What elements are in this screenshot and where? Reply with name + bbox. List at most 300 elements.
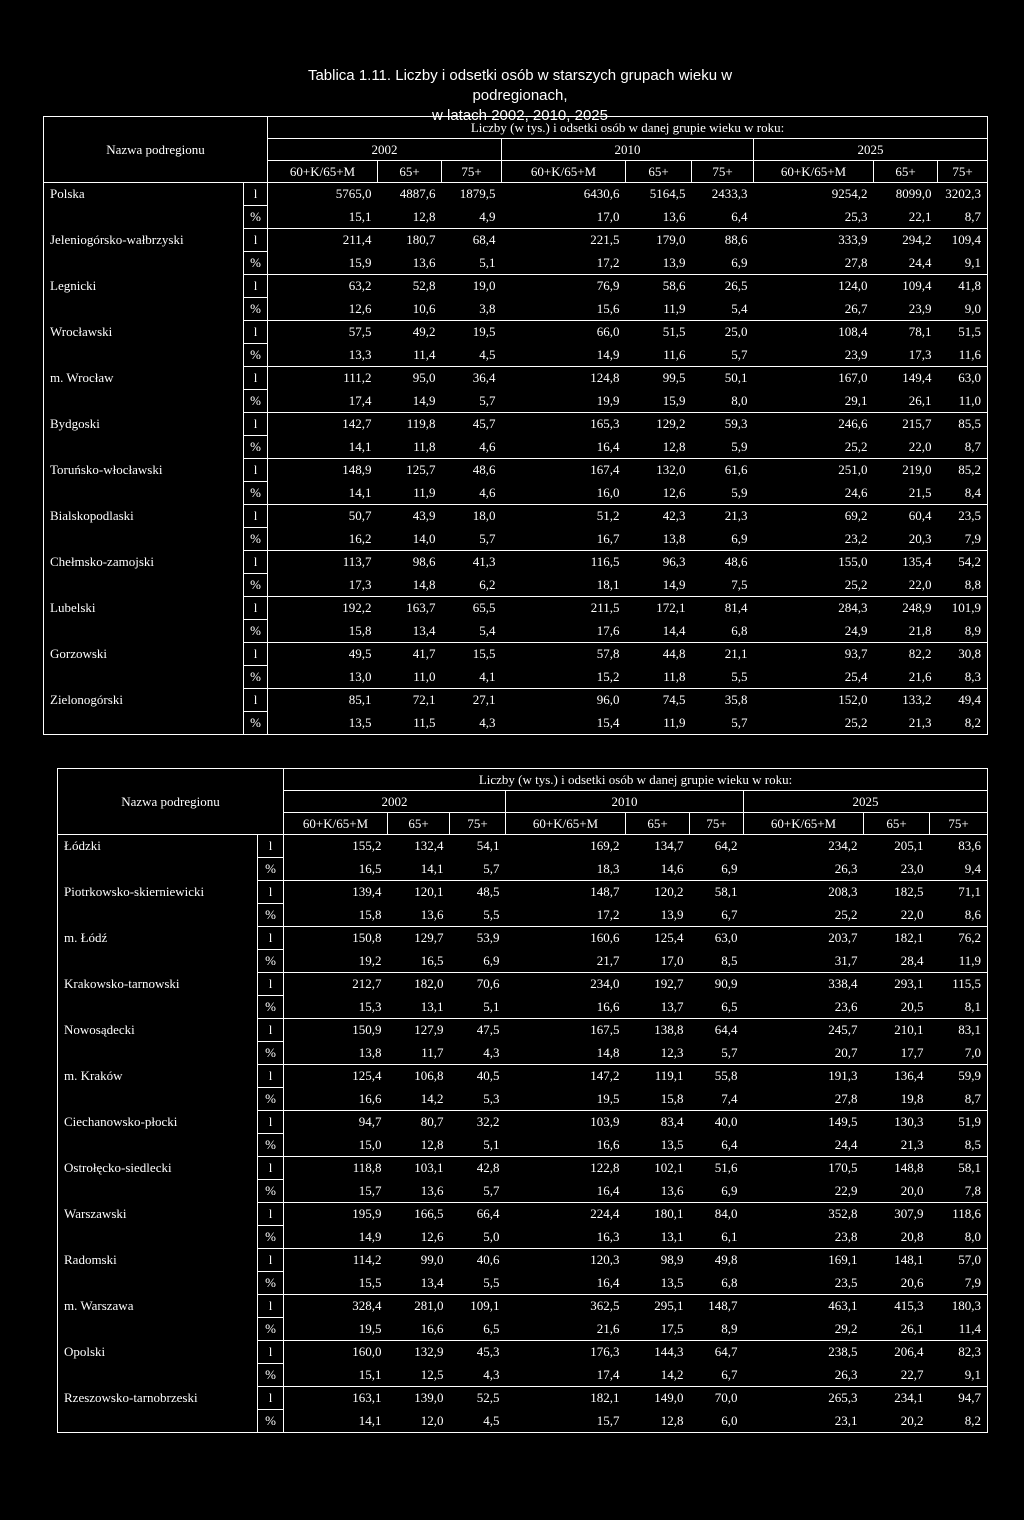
region-name: Radomski	[58, 1249, 258, 1295]
percent-cell: 23,5	[744, 1272, 864, 1295]
table-header	[58, 769, 988, 835]
percent-cell: 5,7	[442, 390, 502, 413]
value-cell: 129,7	[414, 930, 444, 946]
value-cell: 44,8	[662, 646, 686, 662]
value-cell: 179,0	[656, 232, 686, 248]
percent-cell: 13,1	[626, 1226, 690, 1249]
unit-label-pct: %	[244, 620, 268, 643]
percent-cell: 20,7	[744, 1042, 864, 1065]
subcolumn-header: 75+	[930, 813, 988, 835]
value-cell: 85,1	[348, 692, 372, 708]
value-cell: 101,9	[938, 597, 988, 620]
value-cell: 150,9	[352, 1022, 382, 1038]
table-row	[58, 1203, 988, 1226]
value-cell: 99,5	[662, 370, 686, 386]
percent-cell: 4,1	[442, 666, 502, 689]
value-cell: 76,2	[930, 927, 988, 950]
value-cell: 49,4	[938, 689, 988, 712]
value-cell: 142,7	[342, 416, 372, 432]
unit-label-pct: %	[244, 298, 268, 321]
percent-cell: 16,7	[502, 528, 626, 551]
value-cell: 66,0	[596, 324, 620, 340]
subcolumn-header: 75+	[692, 161, 754, 183]
percent-cell: 11,6	[626, 344, 692, 367]
value-cell: 74,5	[662, 692, 686, 708]
percent-cell: 8,0	[930, 1226, 988, 1249]
column-header-name: Nazwa podregionu	[44, 117, 268, 183]
percent-cell: 23,1	[744, 1410, 864, 1433]
percent-cell: 6,0	[690, 1410, 744, 1433]
value-cell: 208,3	[828, 884, 858, 900]
region-name: m. Wrocław	[44, 367, 244, 413]
value-cell: 182,0	[414, 976, 444, 992]
percent-cell: 5,7	[450, 858, 506, 881]
value-cell: 134,7	[626, 835, 690, 858]
percent-cell: 5,4	[692, 298, 754, 321]
percent-cell: 14,6	[626, 858, 690, 881]
table-row	[58, 1065, 988, 1088]
percent-cell: 11,6	[938, 344, 988, 367]
percent-cell: 5,0	[450, 1226, 506, 1249]
percent-cell: 15,9	[626, 390, 692, 413]
value-cell: 103,1	[414, 1160, 444, 1176]
value-cell: 57,0	[930, 1249, 988, 1272]
value-cell: 132,0	[656, 462, 686, 478]
percent-cell: 6,7	[690, 904, 744, 927]
value-cell: 85,5	[938, 413, 988, 436]
unit-label-abs: l	[258, 1341, 284, 1364]
value-cell: 167,0	[838, 370, 868, 386]
percent-cell: 9,1	[938, 252, 988, 275]
percent-cell: 17,2	[502, 252, 626, 275]
percent-cell: 4,3	[442, 712, 502, 735]
value-cell: 172,1	[656, 600, 686, 616]
percent-cell: 23,9	[754, 344, 874, 367]
unit-label-pct: %	[244, 528, 268, 551]
value-cell: 51,5	[938, 321, 988, 344]
value-cell: 125,7	[406, 462, 436, 478]
percent-cell: 27,8	[744, 1088, 864, 1111]
percent-cell: 5,1	[450, 1134, 506, 1157]
percent-cell: 12,0	[388, 1410, 450, 1433]
percent-cell: 9,0	[938, 298, 988, 321]
unit-label-pct: %	[258, 996, 284, 1019]
percent-cell: 21,6	[506, 1318, 626, 1341]
value-cell: 167,5	[590, 1022, 620, 1038]
value-cell: 148,8	[894, 1160, 924, 1176]
percent-cell: 11,9	[626, 712, 692, 735]
percent-cell: 8,8	[938, 574, 988, 597]
unit-label-pct: %	[244, 252, 268, 275]
table-row	[44, 413, 988, 436]
subcolumn-header: 65+	[378, 161, 442, 183]
region-name: Bydgoski	[44, 413, 244, 459]
value-cell: 84,0	[714, 1206, 738, 1222]
percent-cell: 15,2	[502, 666, 626, 689]
percent-cell: 8,4	[938, 482, 988, 505]
value-cell: 111,2	[343, 370, 372, 386]
unit-label-abs: l	[244, 275, 268, 298]
percent-cell: 12,8	[388, 1134, 450, 1157]
percent-cell: 11,9	[378, 482, 442, 505]
percent-cell: 25,2	[754, 712, 874, 735]
percent-cell: 20,2	[864, 1410, 930, 1433]
percent-cell: 6,9	[692, 528, 754, 551]
data-table-1	[43, 116, 988, 735]
percent-cell: 16,6	[506, 996, 626, 1019]
value-cell: 26,5	[724, 278, 748, 294]
unit-label-abs: l	[258, 1157, 284, 1180]
percent-cell: 3,8	[442, 298, 502, 321]
value-cell: 40,0	[714, 1114, 738, 1130]
value-cell: 25,0	[724, 324, 748, 340]
value-cell: 4887,6	[378, 183, 442, 206]
unit-label-abs: l	[258, 1065, 284, 1088]
percent-cell: 17,7	[864, 1042, 930, 1065]
unit-label-pct: %	[258, 1042, 284, 1065]
subcolumn-header: 75+	[938, 161, 988, 183]
value-cell: 195,9	[352, 1206, 382, 1222]
percent-cell: 15,1	[284, 1364, 388, 1387]
value-cell: 150,8	[352, 930, 382, 946]
value-cell: 5164,5	[626, 183, 692, 206]
table-row	[58, 1019, 988, 1042]
percent-cell: 15,3	[284, 996, 388, 1019]
percent-cell: 14,9	[284, 1226, 388, 1249]
unit-label-abs: l	[244, 689, 268, 712]
percent-cell: 14,4	[626, 620, 692, 643]
value-cell: 167,4	[590, 462, 620, 478]
percent-cell: 27,8	[754, 252, 874, 275]
percent-cell: 11,4	[930, 1318, 988, 1341]
subcolumn-header: 65+	[864, 813, 930, 835]
year-header-2002: 2002	[268, 139, 502, 161]
column-header-name: Nazwa podregionu	[58, 769, 284, 835]
unit-label-pct: %	[244, 436, 268, 459]
subcolumn-header: 60+K/65+M	[506, 813, 626, 835]
percent-cell: 13,8	[284, 1042, 388, 1065]
percent-cell: 18,3	[506, 858, 626, 881]
value-cell: 42,3	[662, 508, 686, 524]
value-cell: 51,2	[596, 508, 620, 524]
value-cell: 94,7	[358, 1114, 382, 1130]
value-cell: 103,9	[590, 1114, 620, 1130]
unit-label-pct: %	[258, 1226, 284, 1249]
percent-cell: 4,6	[442, 436, 502, 459]
percent-cell: 15,6	[502, 298, 626, 321]
subcolumn-header: 65+	[874, 161, 938, 183]
value-cell: 192,7	[654, 976, 684, 992]
subcolumn-header: 65+	[626, 161, 692, 183]
value-cell: 166,5	[414, 1206, 444, 1222]
value-cell: 83,1	[930, 1019, 988, 1042]
percent-cell: 23,6	[744, 996, 864, 1019]
value-cell: 52,5	[476, 1390, 500, 1406]
percent-cell: 22,7	[864, 1364, 930, 1387]
value-cell: 295,1	[654, 1298, 684, 1314]
value-cell: 149,5	[828, 1114, 858, 1130]
value-cell: 352,8	[828, 1206, 858, 1222]
percent-cell: 21,3	[864, 1134, 930, 1157]
percent-cell: 11,8	[378, 436, 442, 459]
percent-cell: 5,7	[692, 712, 754, 735]
table-row	[58, 1111, 988, 1134]
percent-cell: 24,9	[754, 620, 874, 643]
value-cell: 40,5	[476, 1068, 500, 1084]
percent-cell: 7,9	[938, 528, 988, 551]
unit-label-abs: l	[258, 1249, 284, 1272]
value-cell: 234,1	[894, 1390, 924, 1406]
percent-cell: 8,7	[938, 436, 988, 459]
value-cell: 118,6	[930, 1203, 988, 1226]
unit-label-pct: %	[244, 390, 268, 413]
value-cell: 246,6	[838, 416, 868, 432]
region-name: Wrocławski	[44, 321, 244, 367]
percent-cell: 4,9	[442, 206, 502, 229]
unit-label-pct: %	[244, 206, 268, 229]
value-cell: 52,8	[412, 278, 436, 294]
value-cell: 135,4	[902, 554, 932, 570]
percent-cell: 14,1	[268, 436, 378, 459]
value-cell: 49,5	[348, 646, 372, 662]
percent-cell: 6,9	[450, 950, 506, 973]
value-cell: 51,6	[714, 1160, 738, 1176]
percent-cell: 8,5	[690, 950, 744, 973]
percent-cell: 22,1	[874, 206, 938, 229]
percent-cell: 24,6	[754, 482, 874, 505]
value-cell: 284,3	[838, 600, 868, 616]
percent-cell: 26,7	[754, 298, 874, 321]
value-cell: 36,4	[472, 370, 496, 386]
percent-cell: 13,6	[626, 206, 692, 229]
percent-cell: 13,9	[626, 904, 690, 927]
unit-label-abs: l	[258, 973, 284, 996]
region-name: Polska	[44, 183, 244, 229]
percent-cell: 16,3	[506, 1226, 626, 1249]
percent-cell: 7,8	[930, 1180, 988, 1203]
value-cell: 169,2	[506, 835, 626, 858]
percent-cell: 24,4	[744, 1134, 864, 1157]
value-cell: 169,1	[828, 1252, 858, 1268]
percent-cell: 22,9	[744, 1180, 864, 1203]
percent-cell: 17,0	[626, 950, 690, 973]
percent-cell: 6,9	[690, 858, 744, 881]
value-cell: 176,3	[590, 1344, 620, 1360]
percent-cell: 8,9	[690, 1318, 744, 1341]
value-cell: 328,4	[352, 1298, 382, 1314]
percent-cell: 6,9	[692, 252, 754, 275]
value-cell: 203,7	[828, 930, 858, 946]
percent-cell: 17,4	[268, 390, 378, 413]
percent-cell: 20,5	[864, 996, 930, 1019]
percent-cell: 24,4	[874, 252, 938, 275]
unit-label-abs: l	[258, 1387, 284, 1410]
value-cell: 49,2	[412, 324, 436, 340]
unit-label-pct: %	[244, 666, 268, 689]
value-cell: 144,3	[654, 1344, 684, 1360]
unit-label-abs: l	[258, 1019, 284, 1042]
value-cell: 96,3	[662, 554, 686, 570]
region-name: Ciechanowsko-płocki	[58, 1111, 258, 1157]
value-cell: 71,1	[930, 881, 988, 904]
percent-cell: 12,6	[268, 298, 378, 321]
value-cell: 48,6	[724, 554, 748, 570]
percent-cell: 12,6	[626, 482, 692, 505]
value-cell: 224,4	[590, 1206, 620, 1222]
value-cell: 82,2	[908, 646, 932, 662]
table-row	[44, 367, 988, 390]
value-cell: 65,5	[472, 600, 496, 616]
value-cell: 3202,3	[938, 183, 988, 206]
unit-label-pct: %	[258, 1318, 284, 1341]
value-cell: 124,8	[590, 370, 620, 386]
percent-cell: 25,2	[754, 436, 874, 459]
value-cell: 85,2	[938, 459, 988, 482]
value-cell: 165,3	[590, 416, 620, 432]
value-cell: 96,0	[596, 692, 620, 708]
region-name: Jeleniogórsko-wałbrzyski	[44, 229, 244, 275]
value-cell: 163,7	[406, 600, 436, 616]
percent-cell: 9,4	[930, 858, 988, 881]
value-cell: 294,2	[902, 232, 932, 248]
percent-cell: 15,0	[284, 1134, 388, 1157]
value-cell: 35,8	[724, 692, 748, 708]
percent-cell: 14,1	[388, 858, 450, 881]
unit-label-pct: %	[244, 574, 268, 597]
percent-cell: 15,7	[284, 1180, 388, 1203]
value-cell: 70,6	[476, 976, 500, 992]
value-cell: 160,6	[590, 930, 620, 946]
value-cell: 133,2	[902, 692, 932, 708]
percent-cell: 19,8	[864, 1088, 930, 1111]
value-cell: 206,4	[894, 1344, 924, 1360]
value-cell: 2433,3	[692, 183, 754, 206]
percent-cell: 8,5	[930, 1134, 988, 1157]
percent-cell: 6,8	[692, 620, 754, 643]
value-cell: 15,5	[472, 646, 496, 662]
table-row	[58, 1157, 988, 1180]
unit-label-pct: %	[258, 1134, 284, 1157]
value-cell: 139,0	[414, 1390, 444, 1406]
percent-cell: 13,5	[626, 1272, 690, 1295]
unit-label-abs: l	[244, 413, 268, 436]
percent-cell: 11,9	[930, 950, 988, 973]
value-cell: 108,4	[838, 324, 868, 340]
table-row	[58, 881, 988, 904]
percent-cell: 14,8	[506, 1042, 626, 1065]
value-cell: 58,1	[930, 1157, 988, 1180]
percent-cell: 4,6	[442, 482, 502, 505]
value-cell: 63,0	[714, 930, 738, 946]
value-cell: 211,4	[342, 232, 372, 248]
value-cell: 109,4	[902, 278, 932, 294]
percent-cell: 21,3	[874, 712, 938, 735]
subcolumn-header: 60+K/65+M	[502, 161, 626, 183]
percent-cell: 6,7	[690, 1364, 744, 1387]
value-cell: 125,4	[654, 930, 684, 946]
percent-cell: 25,4	[754, 666, 874, 689]
value-cell: 76,9	[596, 278, 620, 294]
percent-cell: 12,8	[626, 436, 692, 459]
value-cell: 120,2	[654, 884, 684, 900]
value-cell: 212,7	[352, 976, 382, 992]
value-cell: 132,4	[388, 835, 450, 858]
percent-cell: 5,1	[450, 996, 506, 1019]
value-cell: 251,0	[838, 462, 868, 478]
percent-cell: 20,0	[864, 1180, 930, 1203]
percent-cell: 19,2	[284, 950, 388, 973]
table-row	[44, 459, 988, 482]
value-cell: 119,8	[406, 416, 436, 432]
value-cell: 333,9	[838, 232, 868, 248]
unit-label-abs: l	[244, 459, 268, 482]
region-name: Toruńsko-włocławski	[44, 459, 244, 505]
percent-cell: 23,9	[874, 298, 938, 321]
table-row	[44, 275, 988, 298]
region-name: Nowosądecki	[58, 1019, 258, 1065]
percent-cell: 19,5	[284, 1318, 388, 1341]
column-header-span-title: Liczby (w tys.) i odsetki osób w danej grupie wieku w roku:	[284, 769, 988, 791]
table-row	[44, 689, 988, 712]
percent-cell: 16,4	[506, 1180, 626, 1203]
percent-cell: 5,7	[690, 1042, 744, 1065]
value-cell: 54,2	[938, 551, 988, 574]
value-cell: 160,0	[352, 1344, 382, 1360]
value-cell: 136,4	[894, 1068, 924, 1084]
unit-label-pct: %	[258, 858, 284, 881]
percent-cell: 25,2	[754, 574, 874, 597]
value-cell: 205,1	[864, 835, 930, 858]
unit-label-abs: l	[244, 643, 268, 666]
year-header-2010: 2010	[506, 791, 744, 813]
value-cell: 109,4	[938, 229, 988, 252]
region-name: Gorzowski	[44, 643, 244, 689]
percent-cell: 4,3	[450, 1042, 506, 1065]
value-cell: 102,1	[654, 1160, 684, 1176]
unit-label-pct: %	[258, 950, 284, 973]
value-cell: 32,2	[476, 1114, 500, 1130]
value-cell: 182,1	[590, 1390, 620, 1406]
percent-cell: 13,3	[268, 344, 378, 367]
percent-cell: 16,4	[502, 436, 626, 459]
value-cell: 55,8	[714, 1068, 738, 1084]
value-cell: 293,1	[894, 976, 924, 992]
percent-cell: 5,7	[450, 1180, 506, 1203]
subcolumn-header: 65+	[626, 813, 690, 835]
year-header-2025: 2025	[754, 139, 988, 161]
value-cell: 57,5	[348, 324, 372, 340]
value-cell: 66,4	[476, 1206, 500, 1222]
value-cell: 192,2	[342, 600, 372, 616]
unit-label-pct: %	[244, 482, 268, 505]
percent-cell: 23,8	[744, 1226, 864, 1249]
percent-cell: 17,0	[502, 206, 626, 229]
subcolumn-header: 60+K/65+M	[744, 813, 864, 835]
unit-label-pct: %	[258, 1088, 284, 1111]
percent-cell: 20,8	[864, 1226, 930, 1249]
year-header-2010: 2010	[502, 139, 754, 161]
value-cell: 30,8	[938, 643, 988, 666]
value-cell: 8099,0	[874, 183, 938, 206]
value-cell: 245,7	[828, 1022, 858, 1038]
percent-cell: 8,6	[930, 904, 988, 927]
percent-cell: 5,1	[442, 252, 502, 275]
value-cell: 49,8	[714, 1252, 738, 1268]
value-cell: 83,4	[660, 1114, 684, 1130]
percent-cell: 21,7	[506, 950, 626, 973]
data-table-2	[57, 768, 988, 1433]
percent-cell: 22,0	[864, 904, 930, 927]
